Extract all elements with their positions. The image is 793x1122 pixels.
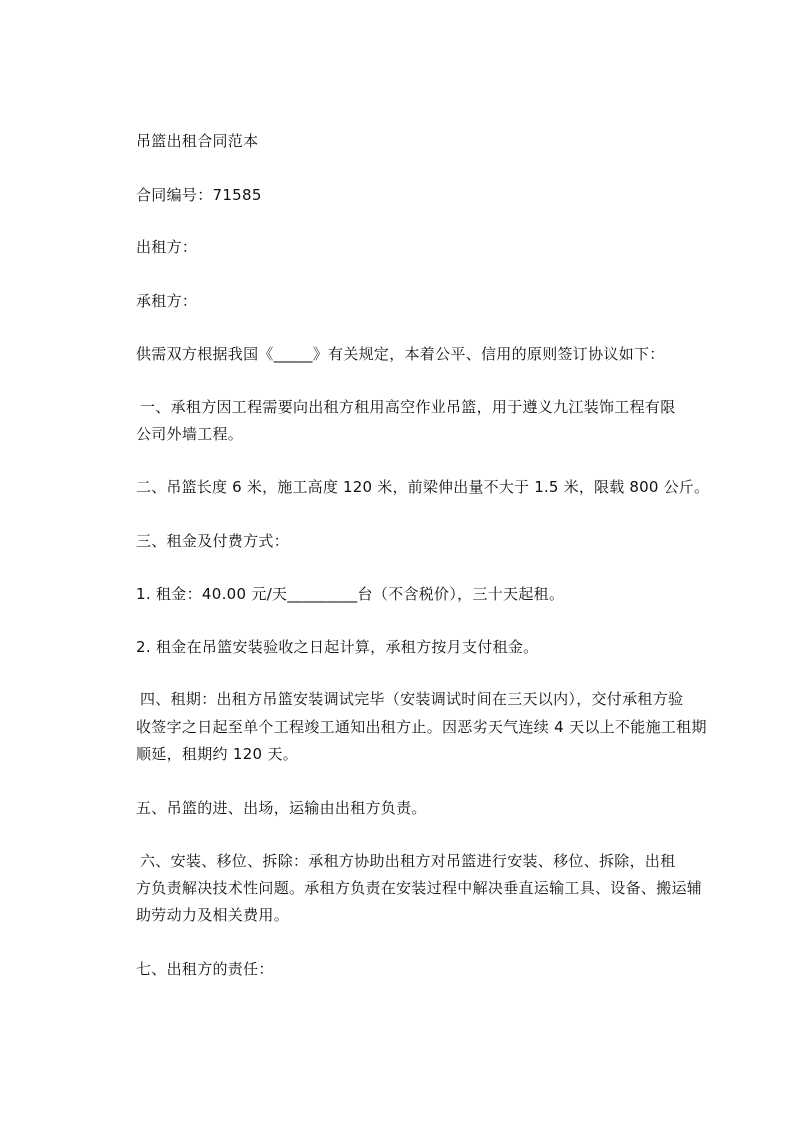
clause7-heading: 七、出租方的责任： [136, 960, 274, 978]
clause4-line2: 收签字之日起至单个工程竣工通知出租方止。因恶劣天气连续 4 天以上不能施工租期 [136, 718, 707, 736]
clause4-line1: 四、租期：出租方吊篮安装调试完毕（安装调试时间在三天以内），交付承租方验 [140, 690, 684, 708]
clause1-line1: 一、承租方因工程需要向出租方租用高空作业吊篮，用于遵义九江装饰工程有限 [140, 398, 676, 416]
clause5: 五、吊篮的进、出场，运输由出租方负责。 [136, 799, 427, 817]
clause3-item2: 2. 租金在吊篮安装验收之日起计算，承租方按月支付租金。 [136, 638, 539, 656]
contract-number: 合同编号：71585 [136, 186, 262, 204]
clause6-line3: 助劳动力及相关费用。 [136, 906, 290, 924]
clause4-line3: 顺延，租期约 120 天。 [136, 745, 299, 763]
preamble: 供需双方根据我国《_____》有关规定，本着公平、信用的原则签订协议如下： [136, 345, 665, 363]
clause1-line2: 公司外墙工程。 [136, 425, 244, 443]
clause3-heading: 三、租金及付费方式： [136, 532, 290, 550]
clause3-item1: 1. 租金：40.00 元/天_________台（不含税价），三十天起租。 [136, 585, 565, 603]
document-title: 吊篮出租合同范本 [136, 132, 259, 150]
lessee-label: 承租方： [136, 292, 198, 310]
clause6-line1: 六、安装、移位、拆除：承租方协助出租方对吊篮进行安装、移位、拆除，出租 [140, 852, 676, 870]
clause2: 二、吊篮长度 6 米，施工高度 120 米，前梁伸出量不大于 1.5 米，限载 800 公斤。 [136, 478, 710, 496]
clause6-line2: 方负责解决技术性问题。承租方负责在安装过程中解决垂直运输工具、设备、搬运辅 [136, 879, 703, 897]
lessor-label: 出租方： [136, 238, 198, 256]
